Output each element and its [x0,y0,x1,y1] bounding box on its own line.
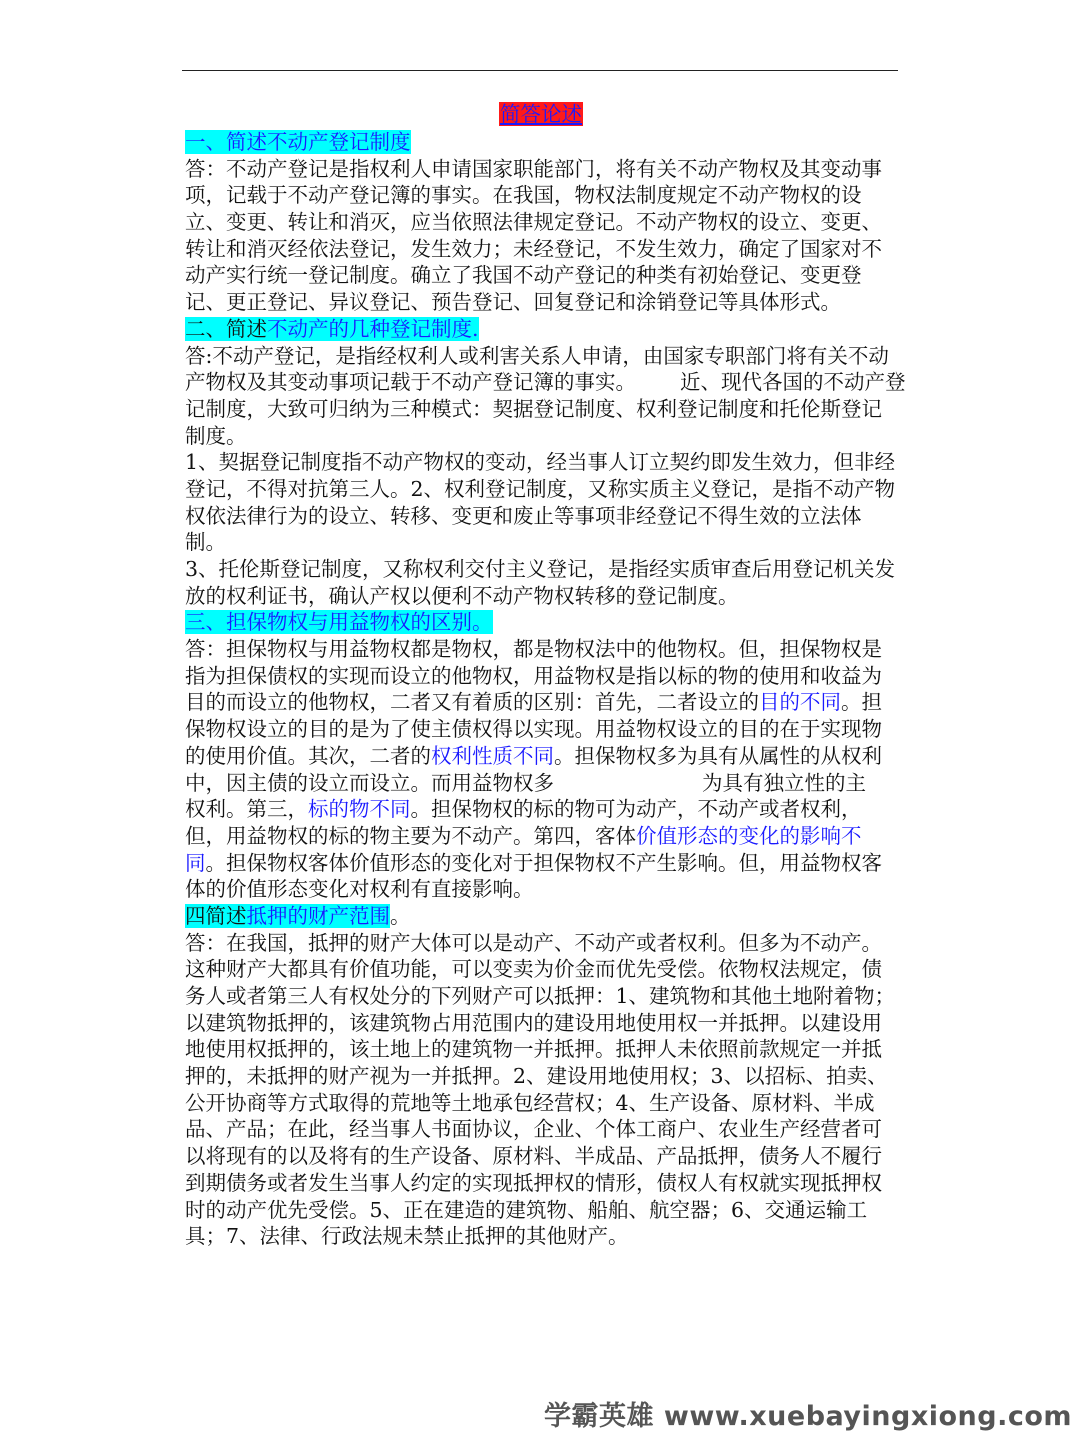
section-3-text: 的使用价值。其次，二者的 [185,743,431,768]
section-3-line [185,743,897,770]
section-3-text: 。担保物权多为具有从属性的从权利 [554,743,882,768]
section-3-line: 体的价值形态变化对权利有直接影响。 [185,877,534,902]
section-3-line: 答：担保物权与用益物权都是物权，都是物权法中的他物权。但，担保物权是 [185,637,882,662]
section-4-line: 时的动产优先受偿。5、正在建造的建筑物、船舶、航空器；6、交通运输工 [185,1197,868,1222]
section-4-line: 务人或者第三人有权处分的下列财产可以抵押：1、建筑物和其他土地附着物； [185,984,896,1008]
section-3-heading: 三、担保物权与用益物权的区别。 [185,610,493,635]
section-1-line: 答：不动产登记是指权利人申请国家职能部门，将有关不动产物权及其变动事 [185,156,882,181]
section-3-text: 但，用益物权的标的物主要为不动产。第四，客体 [185,823,636,848]
section-3-text: 。担保物权客体价值形态的变化对于担保物权不产生影响。但，用益物权客 [205,850,882,875]
section-3-text: 中，因主债的设立而设立。而用益物权多 [185,770,554,795]
section-2-heading-row [185,316,897,343]
section-3-line [185,823,897,850]
section-1-line: 记、更正登记、异议登记、预告登记、回复登记和涂销登记等具体形式。 [185,290,841,315]
section-1-heading: 一、简述不动产登记制度 [185,130,411,154]
section-4-heading-row [185,903,897,930]
section-4-line: 品、产品；在此，经当事人书面协议，企业、个体工商户、农业生产经营者可 [185,1117,882,1142]
section-2-line-2b: 近、现代各国的不动产登 [680,370,906,395]
document-body [185,100,906,1250]
section-4-line: 答：在我国，抵押的财产大体可以是动产、不动产或者权利。但多为不动产。 [185,930,882,955]
section-1-line: 动产实行统一登记制度。确立了我国不动产登记的种类有初始登记、变更登 [185,263,862,288]
section-4-line: 到期债务或者发生当事人约定的实现抵押权的情形，债权人有权就实现抵押权 [185,1170,882,1195]
section-3-text: 。担 [841,690,882,715]
page-title: 简答论述 [500,102,582,126]
section-4-heading-topic: 抵押的财产范围 [246,903,390,928]
section-2-line [185,369,906,396]
section-1-line: 转让和消灭经依法登记，发生效力；未经登记，不发生效力，确定了国家对不 [185,236,882,261]
section-2-line: 记制度，大致可归纳为三种模式：契据登记制度、权利登记制度和托伦斯登记 [185,396,882,421]
section-3-line [185,850,897,877]
section-2-heading-prefix: 二、简述 [185,316,267,341]
section-3-line: 保物权设立的目的是为了使主债权得以实现。用益物权设立的目的在于实现物 [185,717,882,742]
section-4-line: 以建筑物抵押的，该建筑物占用范围内的建设用地使用权一并抵押。以建设用 [185,1010,882,1035]
section-2-line: 1、契据登记制度指不动产物权的变动，经当事人订立契约即发生效力，但非经 [185,450,896,475]
section-1-line: 项，记载于不动产登记簿的事实。在我国，物权法制度规定不动产物权的设 [185,183,862,208]
section-4-line: 这种财产大都具有价值功能，可以变卖为价金而优先受偿。依物权法规定，债 [185,957,882,982]
section-4-heading-prefix: 四简述 [185,903,247,928]
section-4-heading-end: 。 [390,903,411,928]
section-3-text: 权利。第三， [185,797,308,822]
section-1-heading-row [185,129,897,156]
section-3-line: 指为担保债权的实现而设立的他物权，用益物权是指以标的物的使用和收益为 [185,663,882,688]
section-3-text: 为具有独立性的主 [702,770,866,795]
section-2-line: 制度。 [185,423,247,448]
site-watermark: 学霸英雄 www.xuebayingxiong.com [544,1401,1073,1432]
section-3-line [185,796,897,823]
section-2-line: 制。 [185,530,226,555]
header-rule [182,70,898,71]
section-4-line: 以将现有的以及将有的生产设备、原材料、半成品、产品抵押，债务人不履行 [185,1144,882,1169]
section-1-line: 立、变更、转让和消灭，应当依照法律规定登记。不动产物权的设立、变更、 [185,210,882,235]
section-2-heading-topic: 不动产的几种登记制度. [267,316,479,341]
section-2-line: 权依法律行为的设立、转移、变更和废止等事项非经登记不得生效的立法体 [185,503,862,528]
title-row [185,100,897,129]
highlight-value-change: 价值形态的变化的影响不 [636,823,862,848]
section-4-line: 公开协商等方式取得的荒地等土地承包经营权；4、生产设备、原材料、半成 [185,1090,875,1115]
section-2-line: 登记，不得对抗第三人。2、权利登记制度，又称实质主义登记，是指不动产物 [185,476,896,501]
section-2-line: 放的权利证书，确认产权以便利不动产物权转移的登记制度。 [185,583,739,608]
highlight-purpose-different: 目的不同 [759,690,841,715]
section-4-line: 押的，未抵押的财产视为一并抵押。2、建设用地使用权；3、以招标、拍卖、 [185,1064,888,1089]
section-3-line [185,689,897,716]
section-3-text: 目的而设立的他物权，二者又有着质的区别：首先，二者设立的 [185,690,759,715]
section-4-line: 具；7、法律、行政法规未禁止抵押的其他财产。 [185,1224,629,1249]
highlight-object-different: 标的物不同 [308,797,411,822]
highlight-value-change-end: 同 [185,850,206,875]
section-3-heading-row [185,609,897,636]
section-2-heading [185,317,479,341]
section-3-line [185,770,897,797]
section-2-line: 答:不动产登记，是指经权利人或利害关系人申请，由国家专职部门将有关不动 [185,343,889,368]
highlight-right-nature-different: 权利性质不同 [431,743,554,768]
section-4-heading [185,904,390,928]
section-3-text: 。担保物权的标的物可为动产，不动产或者权利， [410,797,862,822]
section-2-line-2a: 产物权及其变动事项记载于不动产登记簿的事实。 [185,370,636,395]
section-4-line: 地使用权抵押的，该土地上的建筑物一并抵押。抵押人未依照前款规定一并抵 [185,1037,882,1062]
section-2-line: 3、托伦斯登记制度，又称权利交付主义登记，是指经实质审查后用登记机关发 [185,557,896,581]
